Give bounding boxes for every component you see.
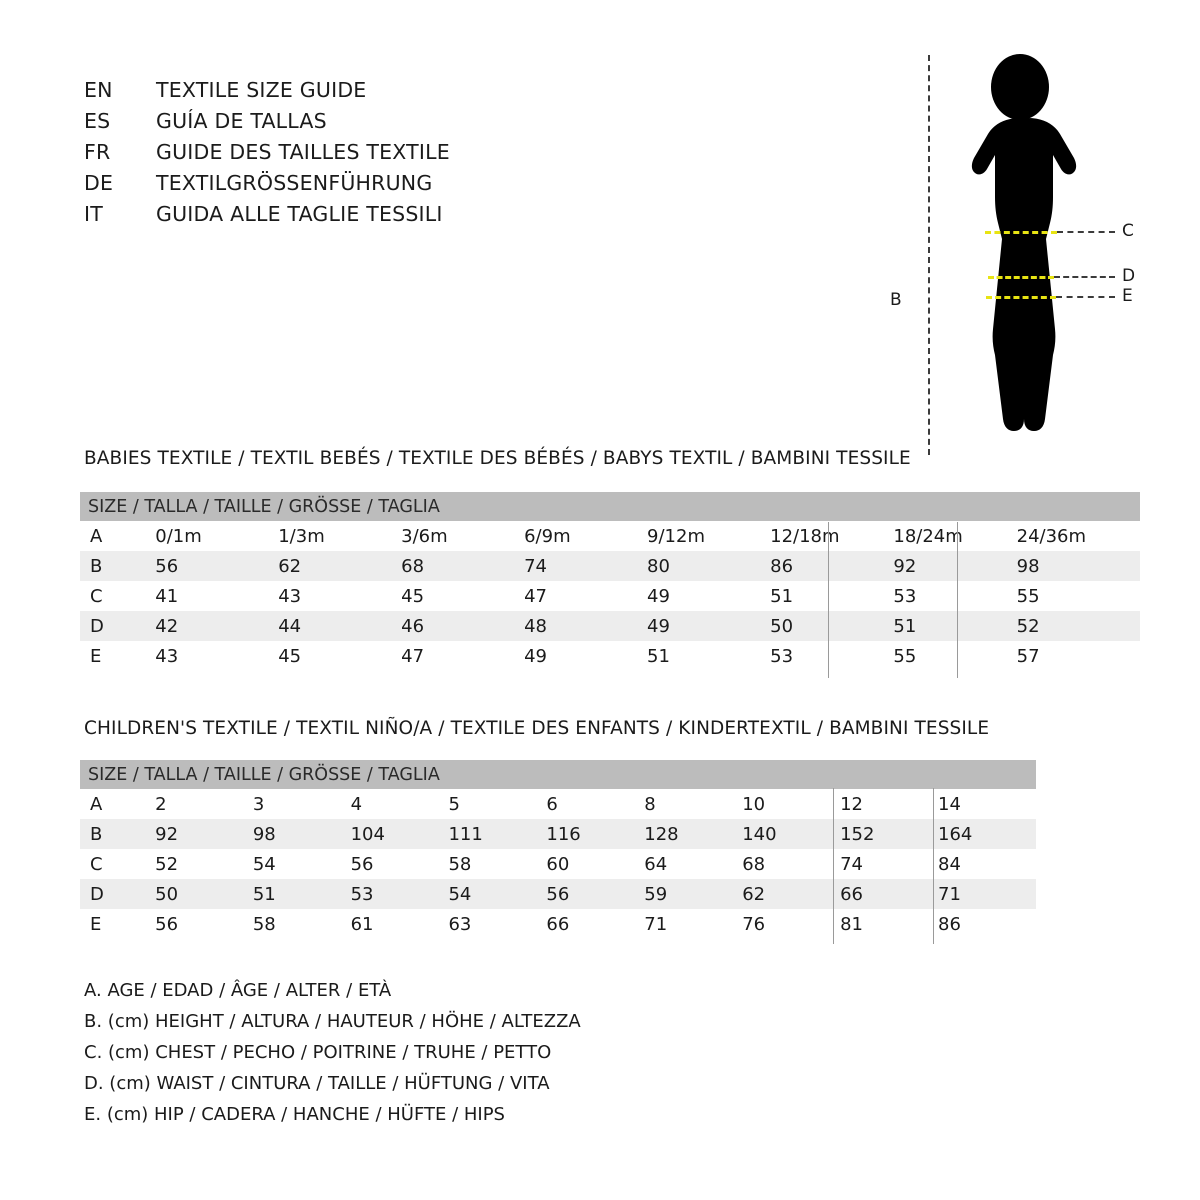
children-table-header: SIZE / TALLA / TAILLE / GRÖSSE / TAGLIA <box>80 760 1036 789</box>
language-code: FR <box>84 140 111 164</box>
language-title: GUIDE DES TAILLES TEXTILE <box>156 140 450 164</box>
language-row <box>84 140 604 171</box>
language-title: TEXTILE SIZE GUIDE <box>156 78 367 102</box>
table-cell: 86 <box>938 909 1036 939</box>
table-cell: 5 <box>448 789 546 819</box>
language-code: DE <box>84 171 114 195</box>
table-cell: 44 <box>278 611 401 641</box>
table-cell: 41 <box>155 581 278 611</box>
table-cell: 51 <box>770 581 893 611</box>
table-cell: 98 <box>1017 551 1140 581</box>
table-cell: 8 <box>644 789 742 819</box>
language-code: IT <box>84 202 103 226</box>
table-row <box>80 849 1036 879</box>
table-cell: 12 <box>840 789 938 819</box>
table-cell: 55 <box>893 641 1016 671</box>
table-cell: 47 <box>401 641 524 671</box>
table-row <box>80 641 1140 671</box>
table-cell: 71 <box>644 909 742 939</box>
table-cell: 3 <box>253 789 351 819</box>
table-cell: 12/18m <box>770 521 893 551</box>
row-label: C <box>80 581 155 611</box>
legend-line: B. (cm) HEIGHT / ALTURA / HAUTEUR / HÖHE / ALTEZZA <box>84 1011 581 1032</box>
language-code: EN <box>84 78 113 102</box>
body-measurement-diagram <box>860 40 1160 460</box>
table-cell: 52 <box>155 849 253 879</box>
table-cell: 68 <box>742 849 840 879</box>
babies-section-title: BABIES TEXTILE / TEXTIL BEBÉS / TEXTILE DES BÉBÉS / BABYS TEXTIL / BAMBINI TESSILE <box>84 448 911 469</box>
table-cell: 84 <box>938 849 1036 879</box>
language-code: ES <box>84 109 111 133</box>
table-cell: 63 <box>448 909 546 939</box>
legend-line: C. (cm) CHEST / PECHO / POITRINE / TRUHE / PETTO <box>84 1042 552 1063</box>
table-row <box>80 789 1036 819</box>
table-cell: 45 <box>278 641 401 671</box>
table-cell: 53 <box>770 641 893 671</box>
table-cell: 98 <box>253 819 351 849</box>
table-cell: 140 <box>742 819 840 849</box>
measurement-legend <box>84 975 581 1130</box>
table-cell: 54 <box>448 879 546 909</box>
table-cell: 62 <box>278 551 401 581</box>
row-label: D <box>80 879 155 909</box>
table-cell: 48 <box>524 611 647 641</box>
table-cell: 152 <box>840 819 938 849</box>
table-cell: 9/12m <box>647 521 770 551</box>
row-label: A <box>80 521 155 551</box>
table-cell: 47 <box>524 581 647 611</box>
table-cell: 46 <box>401 611 524 641</box>
table-cell: 51 <box>253 879 351 909</box>
table-row <box>80 581 1140 611</box>
table-cell: 3/6m <box>401 521 524 551</box>
row-label: D <box>80 611 155 641</box>
table-cell: 53 <box>351 879 449 909</box>
table-cell: 111 <box>448 819 546 849</box>
table-cell: 49 <box>524 641 647 671</box>
table-cell: 1/3m <box>278 521 401 551</box>
language-row <box>84 202 604 233</box>
table-cell: 68 <box>401 551 524 581</box>
children-section-title: CHILDREN'S TEXTILE / TEXTIL NIÑO/A / TEXTILE DES ENFANTS / KINDERTEXTIL / BAMBINI TESSILE <box>84 718 990 739</box>
language-title: GUÍA DE TALLAS <box>156 109 327 133</box>
babies-table-header: SIZE / TALLA / TAILLE / GRÖSSE / TAGLIA <box>80 492 1140 521</box>
table-cell: 64 <box>644 849 742 879</box>
language-row <box>84 109 604 140</box>
table-cell: 54 <box>253 849 351 879</box>
table-cell: 55 <box>1017 581 1140 611</box>
table-row <box>80 819 1036 849</box>
table-cell: 57 <box>1017 641 1140 671</box>
language-title: TEXTILGRÖSSENFÜHRUNG <box>156 171 433 195</box>
table-cell: 6/9m <box>524 521 647 551</box>
table-cell: 62 <box>742 879 840 909</box>
table-cell: 43 <box>155 641 278 671</box>
chest-leader-line <box>1057 231 1115 233</box>
language-row <box>84 171 604 202</box>
table-header-row <box>80 760 1036 789</box>
table-cell: 18/24m <box>893 521 1016 551</box>
table-cell: 51 <box>893 611 1016 641</box>
table-cell: 58 <box>448 849 546 879</box>
chest-measure-line <box>985 231 1057 234</box>
table-cell: 49 <box>647 611 770 641</box>
table-cell: 74 <box>524 551 647 581</box>
table-cell: 53 <box>893 581 1016 611</box>
table-cell: 58 <box>253 909 351 939</box>
table-cell: 92 <box>893 551 1016 581</box>
language-row <box>84 78 604 109</box>
table-cell: 50 <box>155 879 253 909</box>
table-cell: 104 <box>351 819 449 849</box>
table-cell: 164 <box>938 819 1036 849</box>
legend-line: A. AGE / EDAD / ÂGE / ALTER / ETÀ <box>84 980 392 1001</box>
chest-axis-label: C <box>1122 221 1134 241</box>
table-cell: 76 <box>742 909 840 939</box>
table-cell: 50 <box>770 611 893 641</box>
legend-line: E. (cm) HIP / CADERA / HANCHE / HÜFTE / HIPS <box>84 1104 505 1125</box>
child-silhouette-icon <box>955 54 1085 454</box>
table-cell: 92 <box>155 819 253 849</box>
table-row <box>80 909 1036 939</box>
table-cell: 128 <box>644 819 742 849</box>
table-cell: 14 <box>938 789 1036 819</box>
table-cell: 10 <box>742 789 840 819</box>
hip-axis-label: E <box>1122 286 1133 306</box>
waist-axis-label: D <box>1122 266 1136 286</box>
table-cell: 56 <box>351 849 449 879</box>
table-cell: 60 <box>546 849 644 879</box>
row-label: C <box>80 849 155 879</box>
legend-line: D. (cm) WAIST / CINTURA / TAILLE / HÜFTUNG / VITA <box>84 1073 550 1094</box>
hip-measure-line <box>986 296 1056 299</box>
table-cell: 56 <box>546 879 644 909</box>
table-cell: 56 <box>155 551 278 581</box>
table-cell: 59 <box>644 879 742 909</box>
table-cell: 2 <box>155 789 253 819</box>
table-cell: 24/36m <box>1017 521 1140 551</box>
table-cell: 45 <box>401 581 524 611</box>
table-cell: 6 <box>546 789 644 819</box>
table-cell: 66 <box>840 879 938 909</box>
table-cell: 61 <box>351 909 449 939</box>
height-axis-dashed-line <box>928 55 930 455</box>
table-cell: 42 <box>155 611 278 641</box>
table-cell: 4 <box>351 789 449 819</box>
table-row <box>80 611 1140 641</box>
table-cell: 86 <box>770 551 893 581</box>
table-row <box>80 879 1036 909</box>
row-label: A <box>80 789 155 819</box>
table-cell: 116 <box>546 819 644 849</box>
table-cell: 56 <box>155 909 253 939</box>
table-cell: 81 <box>840 909 938 939</box>
table-cell: 49 <box>647 581 770 611</box>
hip-leader-line <box>1056 296 1115 298</box>
language-title: GUIDA ALLE TAGLIE TESSILI <box>156 202 443 226</box>
table-cell: 43 <box>278 581 401 611</box>
table-cell: 51 <box>647 641 770 671</box>
table-cell: 71 <box>938 879 1036 909</box>
babies-size-table <box>80 492 1140 671</box>
table-cell: 0/1m <box>155 521 278 551</box>
language-title-list <box>84 78 604 233</box>
table-header-row <box>80 492 1140 521</box>
row-label: B <box>80 819 155 849</box>
table-row <box>80 551 1140 581</box>
table-cell: 80 <box>647 551 770 581</box>
children-size-table <box>80 760 1036 939</box>
row-label: E <box>80 909 155 939</box>
row-label: E <box>80 641 155 671</box>
table-cell: 66 <box>546 909 644 939</box>
table-cell: 52 <box>1017 611 1140 641</box>
table-cell: 74 <box>840 849 938 879</box>
height-axis-label: B <box>890 290 902 310</box>
table-row <box>80 521 1140 551</box>
waist-leader-line <box>1054 276 1115 278</box>
row-label: B <box>80 551 155 581</box>
waist-measure-line <box>988 276 1054 279</box>
